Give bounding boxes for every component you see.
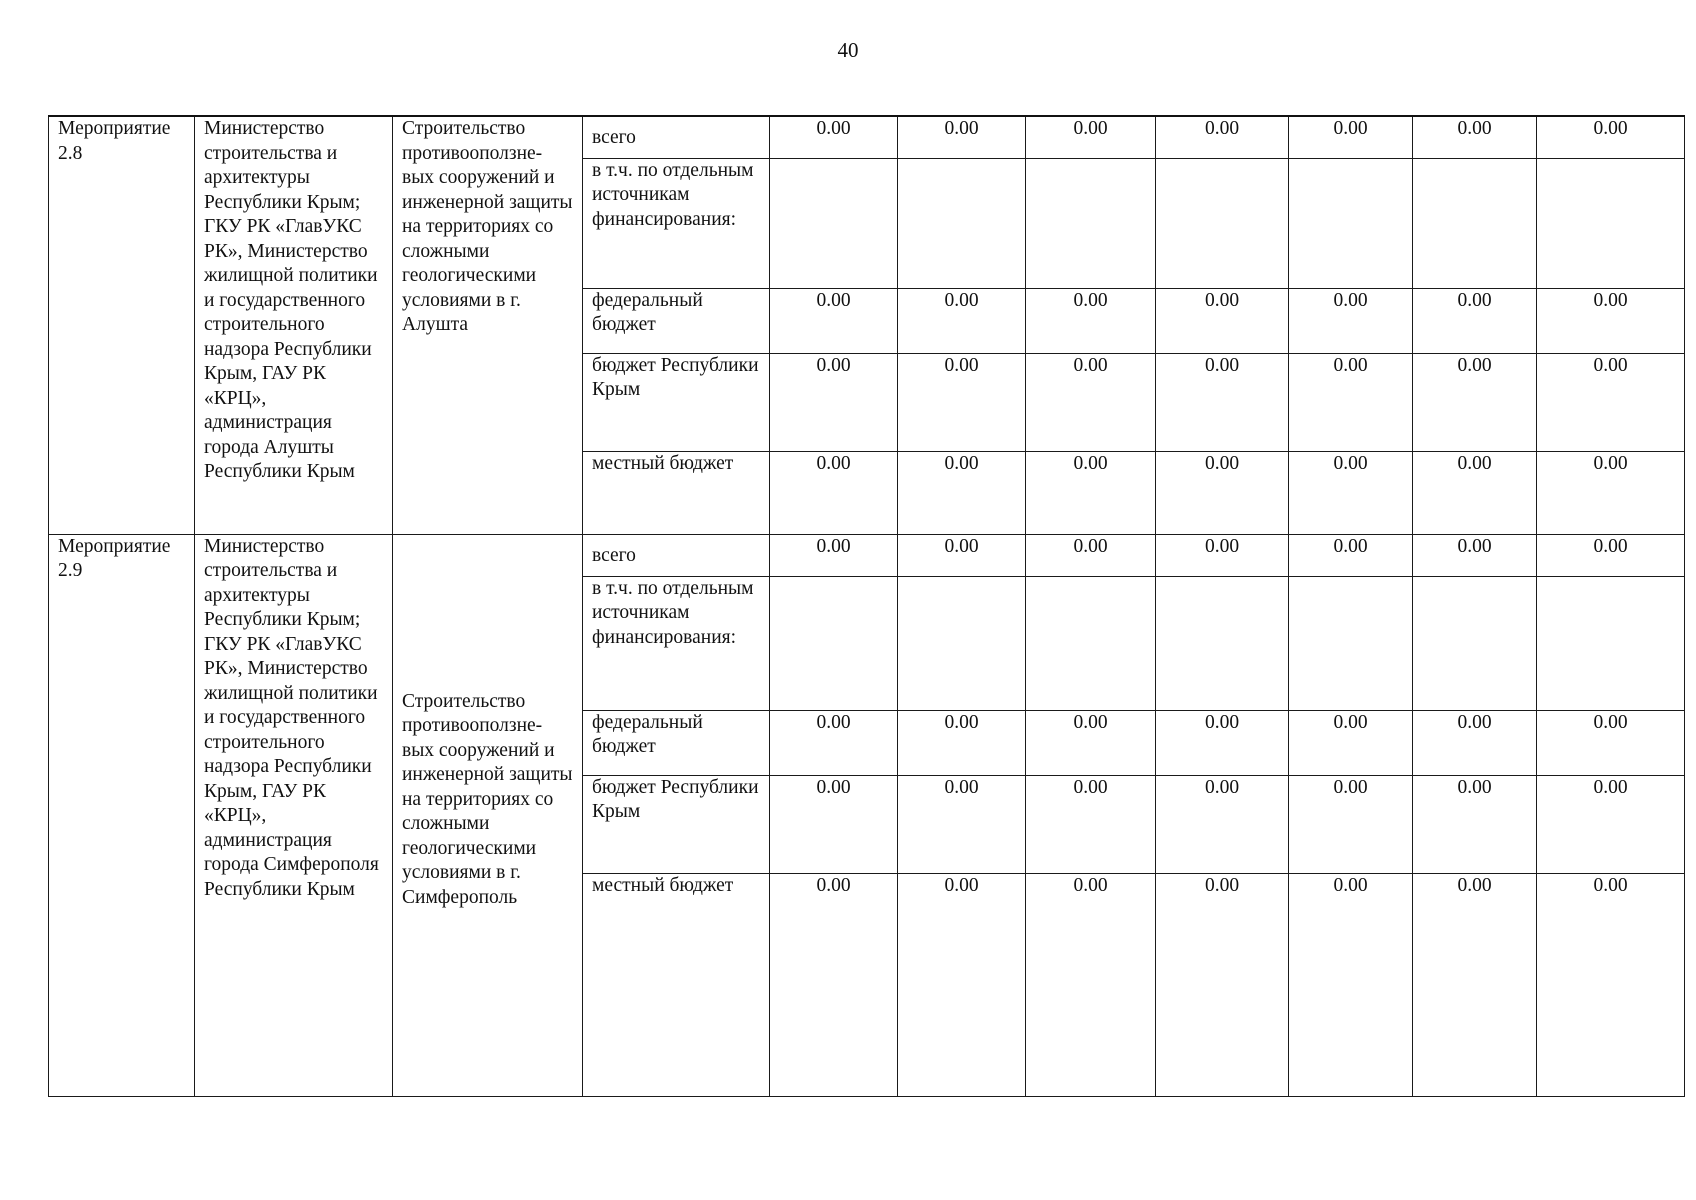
description-cell xyxy=(393,116,583,534)
value-cell xyxy=(1537,158,1685,288)
executor-cell xyxy=(195,534,393,1096)
value-cell: 0.00 xyxy=(898,710,1026,775)
value-cell: 0.00 xyxy=(898,775,1026,873)
event-label: Мероприятие 2.8 xyxy=(58,118,171,164)
source-label: федеральный бюджет xyxy=(583,288,770,353)
description-cell xyxy=(393,534,583,1096)
value-cell: 0.00 xyxy=(770,534,898,576)
source-label: местный бюджет xyxy=(583,451,770,534)
table-row xyxy=(49,534,1685,576)
value-cell: 0.00 xyxy=(1413,353,1537,451)
value-cell: 0.00 xyxy=(1537,116,1685,158)
value-cell: 0.00 xyxy=(770,873,898,1096)
value-cell: 0.00 xyxy=(770,775,898,873)
value-cell: 0.00 xyxy=(1289,353,1413,451)
value-cell: 0.00 xyxy=(898,873,1026,1096)
value-cell: 0.00 xyxy=(1026,534,1156,576)
value-cell xyxy=(1156,158,1289,288)
value-cell: 0.00 xyxy=(1537,775,1685,873)
source-label: бюджет Республики Крым xyxy=(583,353,770,451)
value-cell: 0.00 xyxy=(898,288,1026,353)
event-label: Мероприятие 2.9 xyxy=(58,535,171,581)
value-cell: 0.00 xyxy=(1026,116,1156,158)
value-cell: 0.00 xyxy=(898,534,1026,576)
value-cell xyxy=(770,158,898,288)
value-cell: 0.00 xyxy=(1413,775,1537,873)
value-cell: 0.00 xyxy=(1537,288,1685,353)
value-cell: 0.00 xyxy=(770,451,898,534)
value-cell: 0.00 xyxy=(770,353,898,451)
value-cell: 0.00 xyxy=(1026,873,1156,1096)
description-text: Строительство противооползне-вых сооружений и инженерной защиты на территориях со сложными геологическими условиями в г. Симферополь xyxy=(402,690,573,908)
source-label: всего xyxy=(583,116,770,158)
value-cell: 0.00 xyxy=(1156,116,1289,158)
value-cell: 0.00 xyxy=(1156,873,1289,1096)
value-cell xyxy=(1537,576,1685,710)
value-cell: 0.00 xyxy=(1156,288,1289,353)
value-cell xyxy=(1289,576,1413,710)
value-cell xyxy=(1026,576,1156,710)
description-text: Строительство противооползне-вых сооружений и инженерной защиты на территориях со сложными геологическими условиями в г. Алушта xyxy=(402,118,573,335)
value-cell: 0.00 xyxy=(1289,288,1413,353)
value-cell: 0.00 xyxy=(1289,116,1413,158)
source-label: в т.ч. по отдельным источникам финансирования: xyxy=(583,576,770,710)
value-cell xyxy=(1026,158,1156,288)
value-cell: 0.00 xyxy=(1537,710,1685,775)
value-cell: 0.00 xyxy=(1289,534,1413,576)
value-cell: 0.00 xyxy=(1413,710,1537,775)
value-cell: 0.00 xyxy=(1289,710,1413,775)
value-cell: 0.00 xyxy=(1026,710,1156,775)
value-cell: 0.00 xyxy=(1156,710,1289,775)
event-cell xyxy=(49,534,195,1096)
executor-text: Министерство строительства и архитектуры Республики Крым; ГКУ РК «ГлавУКС РК», Министерство жилищной политики и государственного строительного надзора Республики Крым, ГАУ РК «КРЦ», администрация города Алушты Республики Крым xyxy=(204,118,378,482)
value-cell xyxy=(898,158,1026,288)
value-cell xyxy=(898,576,1026,710)
value-cell: 0.00 xyxy=(1289,873,1413,1096)
value-cell: 0.00 xyxy=(1413,116,1537,158)
source-label: всего xyxy=(583,534,770,576)
value-cell: 0.00 xyxy=(1537,353,1685,451)
value-cell: 0.00 xyxy=(898,353,1026,451)
executor-cell xyxy=(195,116,393,534)
value-cell: 0.00 xyxy=(1026,288,1156,353)
value-cell: 0.00 xyxy=(1156,775,1289,873)
event-cell xyxy=(49,116,195,534)
value-cell: 0.00 xyxy=(1289,775,1413,873)
value-cell xyxy=(1413,576,1537,710)
source-label: местный бюджет xyxy=(583,873,770,1096)
value-cell: 0.00 xyxy=(1537,534,1685,576)
value-cell: 0.00 xyxy=(1289,451,1413,534)
value-cell xyxy=(770,576,898,710)
value-cell: 0.00 xyxy=(1156,451,1289,534)
value-cell xyxy=(1413,158,1537,288)
value-cell: 0.00 xyxy=(1156,534,1289,576)
value-cell: 0.00 xyxy=(770,710,898,775)
value-cell: 0.00 xyxy=(1026,451,1156,534)
value-cell: 0.00 xyxy=(1537,873,1685,1096)
financing-table xyxy=(48,115,1685,1097)
value-cell: 0.00 xyxy=(1413,288,1537,353)
source-label: федеральный бюджет xyxy=(583,710,770,775)
value-cell: 0.00 xyxy=(770,288,898,353)
value-cell: 0.00 xyxy=(1413,534,1537,576)
value-cell: 0.00 xyxy=(1156,353,1289,451)
value-cell: 0.00 xyxy=(1537,451,1685,534)
value-cell: 0.00 xyxy=(1026,353,1156,451)
value-cell: 0.00 xyxy=(1026,775,1156,873)
value-cell: 0.00 xyxy=(1413,451,1537,534)
value-cell: 0.00 xyxy=(898,451,1026,534)
value-cell: 0.00 xyxy=(770,116,898,158)
value-cell xyxy=(1156,576,1289,710)
table-row xyxy=(49,116,1685,158)
value-cell: 0.00 xyxy=(898,116,1026,158)
source-label: в т.ч. по отдельным источникам финансирования: xyxy=(583,158,770,288)
value-cell: 0.00 xyxy=(1413,873,1537,1096)
value-cell xyxy=(1289,158,1413,288)
page-number: 40 xyxy=(837,38,859,62)
source-label: бюджет Республики Крым xyxy=(583,775,770,873)
executor-text: Министерство строительства и архитектуры Республики Крым; ГКУ РК «ГлавУКС РК», Министерство жилищной политики и государственного строительного надзора Республики Крым, ГАУ РК «КРЦ», администрация города Симферополя Республики Крым xyxy=(204,535,379,900)
